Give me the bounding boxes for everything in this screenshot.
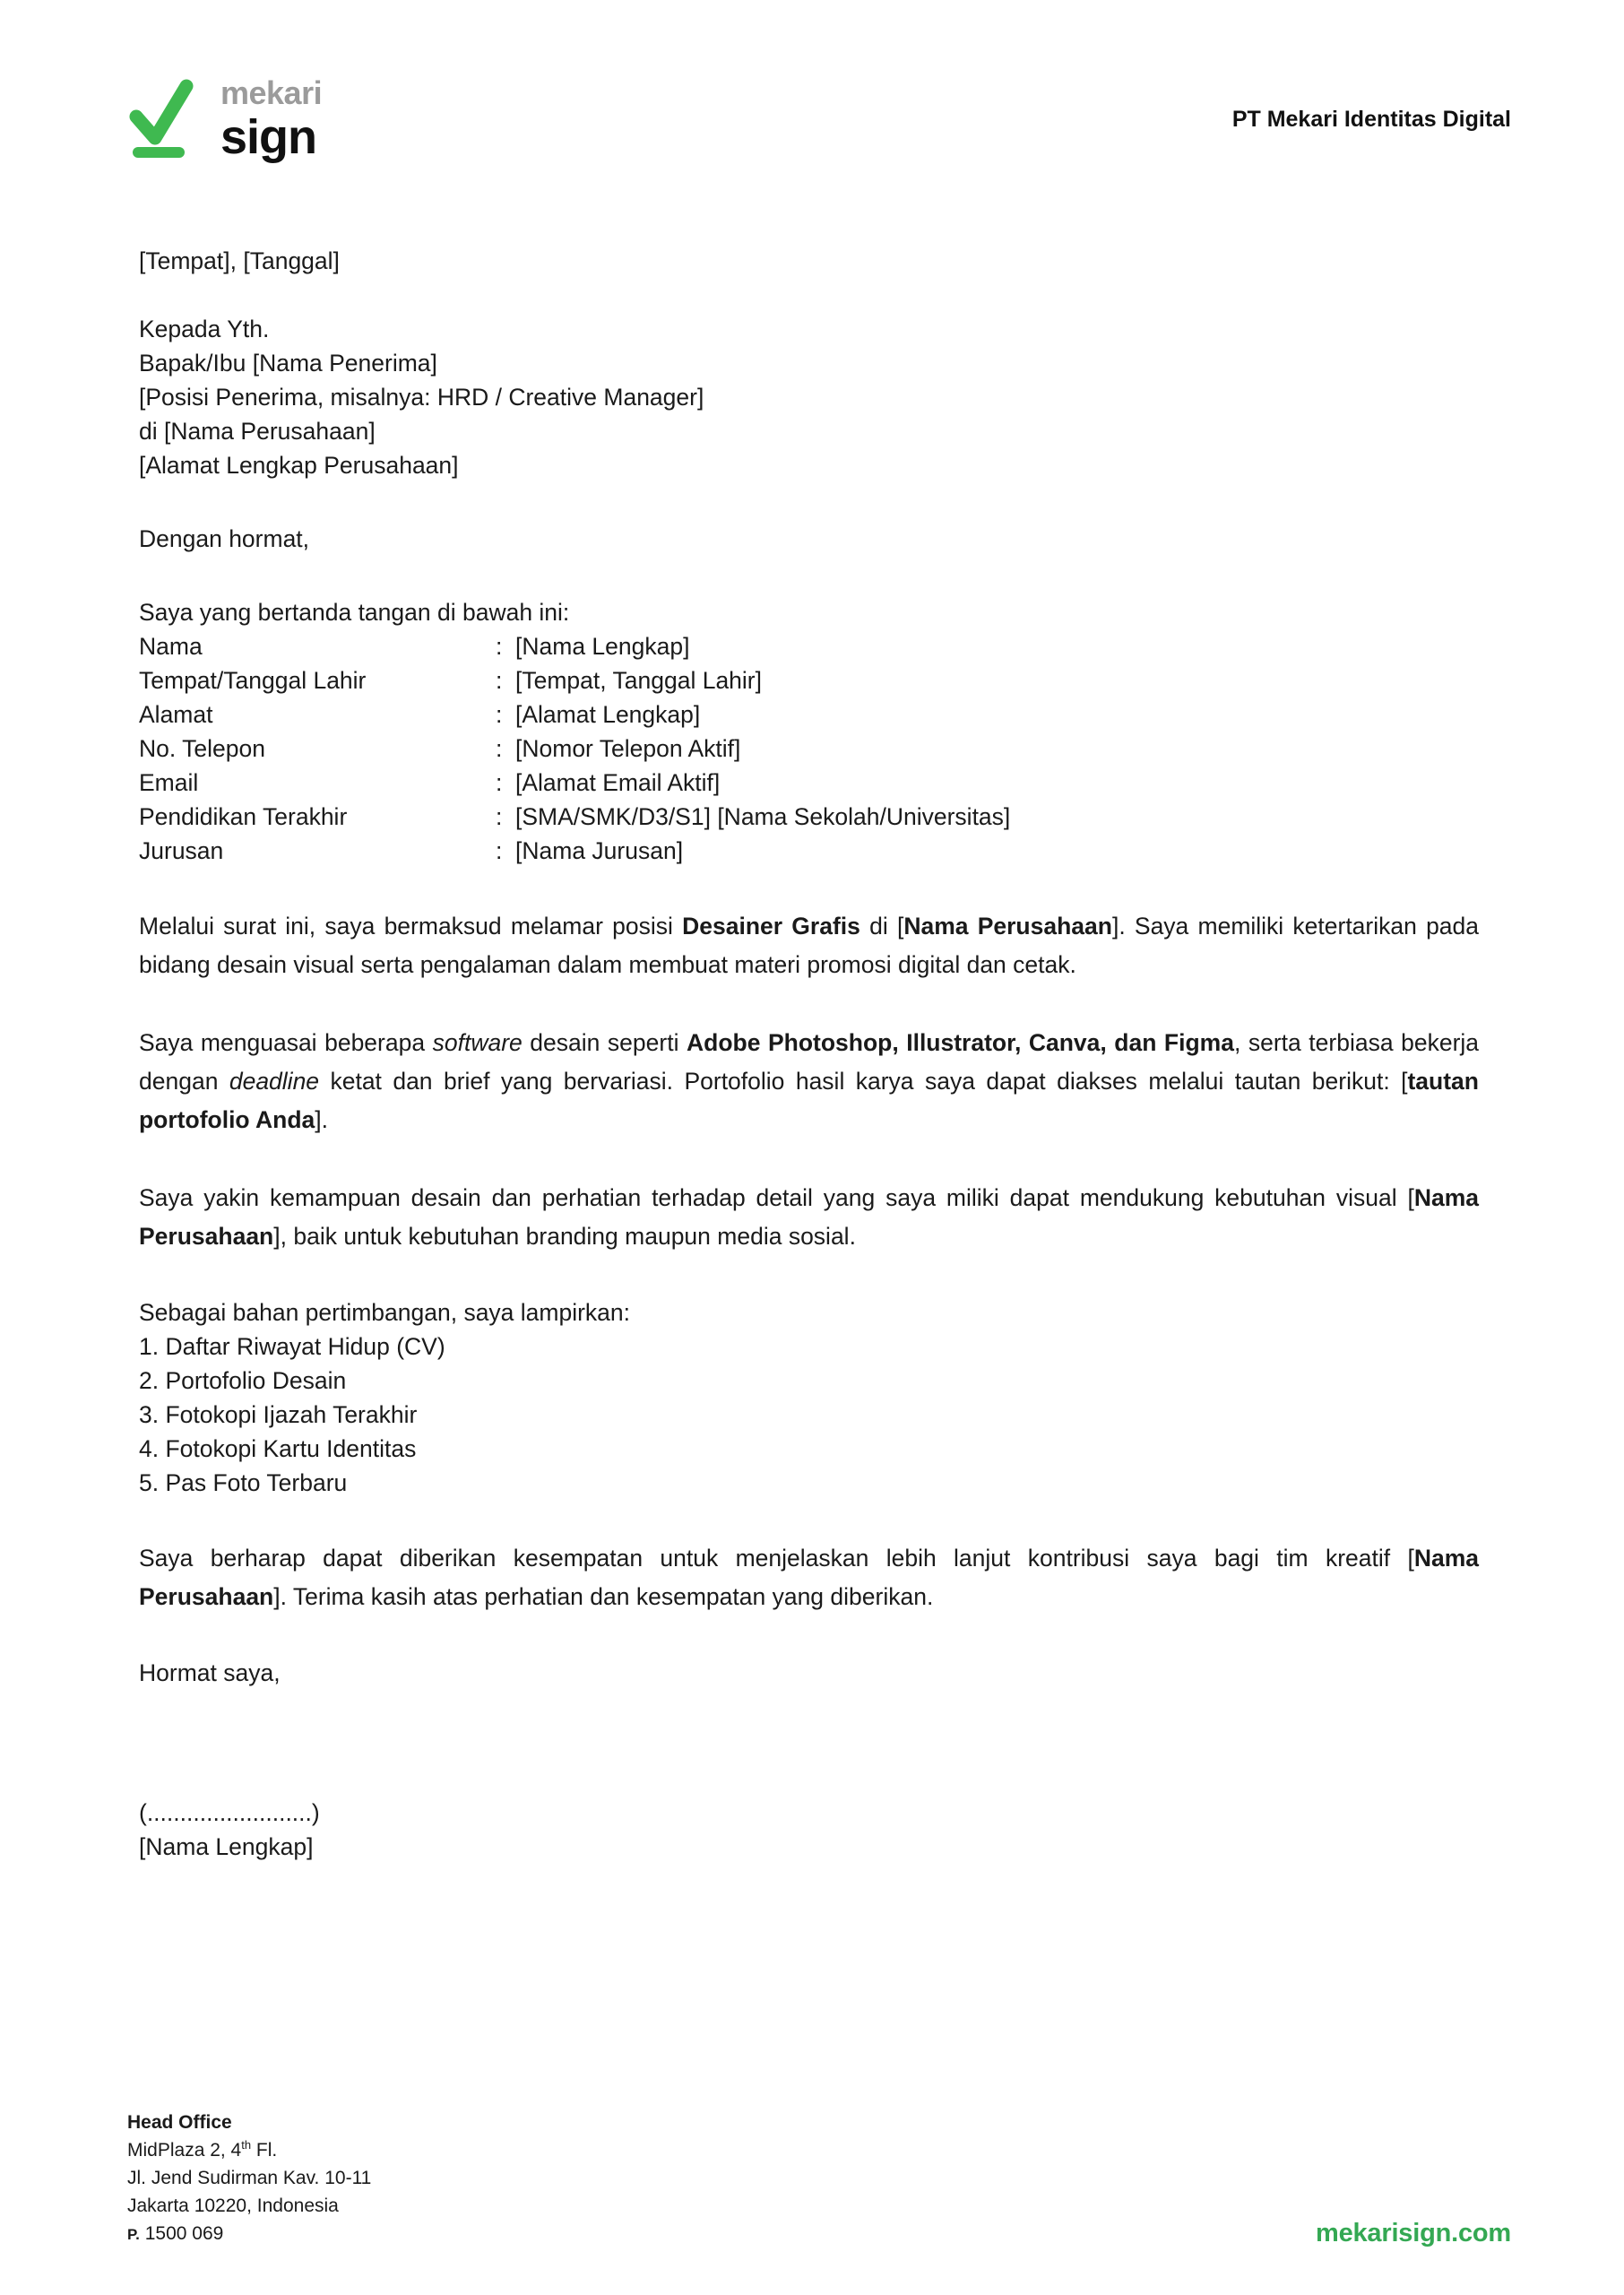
address-line-1: [127, 2136, 371, 2164]
logo-wordmark: [220, 74, 323, 164]
field-value: [Nama Jurusan]: [515, 837, 684, 864]
italic-software: software: [432, 1029, 523, 1056]
field-label: Email: [139, 769, 199, 796]
paragraph-value: [139, 1179, 1479, 1256]
website-link[interactable]: mekarisign.com: [1315, 2219, 1511, 2247]
recipient-line: Kepada Yth.: [139, 316, 270, 342]
table-row: [139, 663, 1010, 697]
spacer: [139, 278, 1479, 312]
address-line-2: Jl. Jend Sudirman Kav. 10-11: [127, 2168, 372, 2188]
field-label: Alamat: [139, 701, 213, 728]
list-item: 1. Daftar Riwayat Hidup (CV): [139, 1333, 445, 1360]
address-line-3: Jakarta 10220, Indonesia: [127, 2195, 339, 2216]
recipient-line: Bapak/Ibu [Nama Penerima]: [139, 350, 437, 377]
text-run: MidPlaza 2, 4: [127, 2140, 242, 2161]
spacer: [139, 1256, 1479, 1295]
text-run: ketat dan brief yang bervariasi. Portofolio hasil karya saya dapat diakses melalui tautan berikut: [: [319, 1068, 1408, 1095]
field-value: [Alamat Email Aktif]: [515, 769, 721, 796]
field-separator: :: [496, 803, 503, 830]
logo-word-mekari: mekari: [220, 74, 323, 111]
text-run: , serta terbiasa bekerja dengan: [139, 1029, 1480, 1095]
field-label: Jurusan: [139, 837, 224, 864]
spacer: [139, 1139, 1479, 1179]
field-value: [Alamat Lengkap]: [515, 701, 701, 728]
spacer: [139, 984, 1479, 1024]
phone-prefix: P.: [127, 2226, 140, 2243]
signature-name: [Nama Lengkap]: [139, 1833, 314, 1860]
recipient-line: [Alamat Lengkap Perusahaan]: [139, 452, 459, 479]
field-value: [SMA/SMK/D3/S1] [Nama Sekolah/Universitas]: [515, 803, 1011, 830]
field-separator: :: [496, 667, 503, 694]
document-footer: [127, 2109, 1511, 2248]
field-separator: :: [496, 633, 503, 660]
ordinal-suffix: th: [241, 2138, 252, 2152]
spacer: [139, 868, 1479, 907]
text-run: ].: [315, 1106, 328, 1133]
company-name: PT Mekari Identitas Digital: [1231, 106, 1511, 132]
mekari-sign-logo: [127, 75, 322, 163]
text-run: ]. Saya memiliki ketertarikan pada bidang desain visual serta pengalaman dalam membuat materi promosi digital dan cetak.: [139, 913, 1480, 978]
paragraph-skills: [139, 1024, 1479, 1139]
recipient-line: [Posisi Penerima, misalnya: HRD / Creative Manager]: [139, 384, 704, 411]
field-value: [Nama Lengkap]: [515, 633, 690, 660]
list-item: 4. Fotokopi Kartu Identitas: [139, 1435, 417, 1462]
text-run: Melalui surat ini, saya bermaksud melamar posisi: [139, 913, 683, 940]
field-separator: :: [496, 735, 503, 762]
company-emphasis: Nama Perusahaan: [139, 1545, 1479, 1610]
table-row: [139, 732, 1010, 766]
identity-field-table: [139, 629, 1010, 868]
field-value: [Tempat, Tanggal Lahir]: [515, 667, 762, 694]
table-row: [139, 834, 1010, 868]
text-run: ], baik untuk kebutuhan branding maupun media sosial.: [273, 1223, 856, 1250]
logo-word-sign: sign: [220, 110, 317, 164]
attachments-block: [139, 1295, 1479, 1500]
document-header: [127, 70, 1511, 169]
field-separator: :: [496, 837, 503, 864]
signature-space: [139, 1690, 1479, 1796]
identity-intro: Saya yang bertanda tangan di bawah ini:: [139, 599, 570, 626]
office-title: Head Office: [127, 2112, 232, 2133]
phone-line: [127, 2220, 371, 2248]
field-label: Tempat/Tanggal Lahir: [139, 667, 367, 694]
office-address: [127, 2109, 371, 2248]
letter-body: [139, 244, 1479, 1864]
field-separator: :: [496, 701, 503, 728]
table-row: [139, 800, 1010, 834]
text-run: di [: [860, 913, 904, 940]
list-item: 3. Fotokopi Ijazah Terakhir: [139, 1401, 418, 1428]
recipient-block: [139, 312, 1479, 482]
spacer: [139, 1500, 1479, 1539]
spacer: [139, 1616, 1479, 1656]
list-item: 5. Pas Foto Terbaru: [139, 1469, 348, 1496]
field-separator: :: [496, 769, 503, 796]
italic-deadline: deadline: [229, 1068, 320, 1095]
table-row: [139, 697, 1010, 732]
attachments-intro: Sebagai bahan pertimbangan, saya lampirkan:: [139, 1299, 631, 1326]
table-row: [139, 766, 1010, 800]
recipient-line: di [Nama Perusahaan]: [139, 418, 376, 445]
role-emphasis: Desainer Grafis: [682, 913, 860, 940]
signature-line: (.........................): [139, 1799, 320, 1826]
field-value: [Nomor Telepon Aktif]: [515, 735, 741, 762]
text-run: Fl.: [251, 2140, 278, 2161]
field-label: No. Telepon: [139, 735, 265, 762]
text-run: desain seperti: [522, 1029, 687, 1056]
spacer: [139, 482, 1479, 522]
table-row: [139, 629, 1010, 663]
company-emphasis: Nama Perusahaan: [139, 1184, 1479, 1250]
field-label: Nama: [139, 633, 203, 660]
text-run: Saya menguasai beberapa: [139, 1029, 433, 1056]
field-label: Pendidikan Terakhir: [139, 803, 348, 830]
green-check-logo-icon: [127, 75, 197, 163]
date-line: [Tempat], [Tanggal]: [139, 247, 340, 274]
closing-salutation: Hormat saya,: [139, 1659, 281, 1686]
portfolio-link-emphasis: tautan portofolio Anda: [139, 1068, 1479, 1133]
paragraph-intent: [139, 907, 1479, 984]
text-run: Saya berharap dapat diberikan kesempatan untuk menjelaskan lebih lanjut kontribusi saya bagi tim kreatif [: [139, 1545, 1414, 1572]
salutation: Dengan hormat,: [139, 525, 310, 552]
list-item: 2. Portofolio Desain: [139, 1367, 347, 1394]
spacer: [139, 556, 1479, 595]
paragraph-closing-request: [139, 1539, 1479, 1616]
company-emphasis: Nama Perusahaan: [903, 913, 1112, 940]
text-run: ]. Terima kasih atas perhatian dan kesempatan yang diberikan.: [273, 1583, 934, 1610]
phone-number: 1500 069: [144, 2223, 224, 2244]
tools-emphasis: Adobe Photoshop, Illustrator, Canva, dan Figma: [687, 1029, 1234, 1056]
text-run: Saya yakin kemampuan desain dan perhatian terhadap detail yang saya miliki dapat mendukung kebutuhan visual [: [139, 1184, 1414, 1211]
